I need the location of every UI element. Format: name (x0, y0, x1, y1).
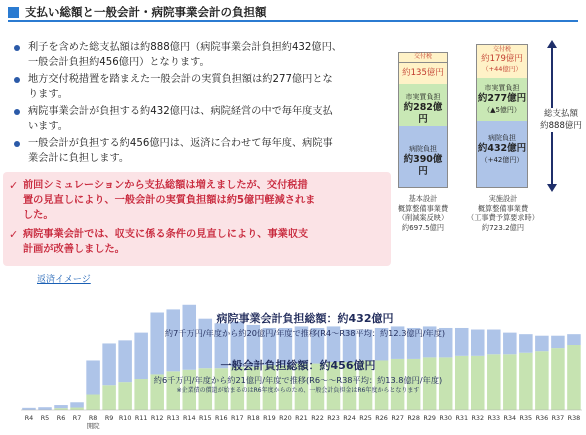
bullet-line: 利子を含めた総支払額は約888億円（病院事業会計負担約432億円、 (28, 42, 342, 53)
bullet-item (8, 40, 388, 70)
general-bar (503, 354, 517, 410)
hospital-bar (38, 407, 52, 410)
x-tick-label: R9 (104, 414, 114, 422)
checkmark-icon: ✓ (9, 179, 19, 192)
x-tick-label: R31 (455, 414, 469, 422)
x-tick-label: R15 (198, 414, 212, 422)
bullet-line: 病院事業会計が負担する約432億円は、病院経営の中で毎年度支払 (28, 106, 333, 117)
callout-line: 前回シミュレーションから支払総額は増えましたが、交付税措 (23, 180, 308, 191)
x-tick-label: R29 (423, 414, 436, 422)
bullet-list (8, 40, 388, 168)
exec-shi-segment: 市実質負担 約277億円 （▲5億円） (477, 78, 527, 121)
hospital-total-detail: 約7千万円/年度から約20億円/年度で推移(R4～R38平均：約12.3億円/年度) (164, 328, 446, 338)
hospital-annotation (120, 312, 490, 339)
general-bar (471, 356, 485, 410)
x-tick-label: R20 (279, 414, 292, 422)
x-tick-label: R11 (134, 414, 148, 422)
basic-column (398, 62, 448, 188)
x-tick-label: R26 (375, 414, 388, 422)
x-tick-label: R22 (311, 414, 324, 422)
x-tick-label: R33 (487, 414, 501, 422)
callout-line: した。 (23, 210, 54, 222)
x-tick-label: R19 (263, 414, 276, 422)
x-tick-label: R5 (40, 414, 50, 422)
basic-shi-segment: 市実質負担 約282億円 (399, 84, 447, 126)
x-tick-label: R17 (231, 414, 244, 422)
callout-item (3, 178, 391, 224)
exec-hosp-segment: 病院負担 約432億円 （+42億円） (477, 121, 527, 187)
x-tick-label: R25 (359, 414, 372, 422)
exec-kofu-segment: 交付税 約179億円 （+44億円） (477, 45, 527, 78)
x-tick-label: R24 (343, 414, 356, 422)
basic-caption: 基本設計 概算整備事業費 （削減案反映） 約697.5億円 (397, 194, 449, 232)
general-total-detail: 約6千万円/年度から約21億円/年度で推移(R6～～R38平均：約13.8億円/年度) (153, 375, 443, 385)
bullet-line: 地方交付税措置を踏まえた一般会計の実質負担額は約277億円とな (28, 74, 333, 85)
x-tick-label: R8 (88, 414, 98, 422)
arrow-down-icon (547, 184, 557, 192)
hospital-bar (102, 343, 116, 385)
bullet-item (8, 72, 388, 102)
hospital-bar (86, 360, 100, 394)
bullet-dot-icon (14, 141, 20, 147)
bullet-line: 一般会計負担約456億円）となります。 (28, 57, 210, 68)
callout-line: 病院事業会計では、収支に係る条件の見直しにより、事業収支 (23, 228, 309, 240)
general-bar (70, 408, 84, 410)
x-tick-label: R21 (295, 414, 308, 422)
general-annotation (128, 359, 468, 395)
x-tick-label: R12 (150, 414, 164, 422)
x-tick-label: R38 (567, 414, 581, 422)
x-tick-label: R7 (72, 414, 82, 422)
x-tick-label: R14 (182, 414, 196, 422)
basic-hosp-segment: 病院負担 約390億円 (399, 126, 447, 187)
bullet-line: ります。 (28, 89, 68, 100)
general-bar (86, 395, 100, 410)
callout-line: 置の見直しにより、一般会計の実質負担額は約5億円軽減されま (23, 195, 316, 207)
hospital-total-title: 病院事業会計負担総額：約432億円 (216, 312, 394, 325)
x-tick-label: R27 (391, 414, 404, 422)
hospital-bar (70, 402, 84, 407)
bullet-line: 一般会計が負担する約456億円は、返済に合わせて毎年度、病院事 (28, 138, 333, 149)
title-bar (8, 4, 578, 22)
general-bar (535, 351, 549, 410)
x-tick-label: R18 (247, 414, 260, 422)
execution-caption: 実施設計 概算整備事業費 （工事費予算要求時） 約723.2億円 (467, 194, 539, 232)
x-tick-label: R6 (56, 414, 66, 422)
x-tick-label: R32 (471, 414, 485, 422)
hospital-bar (551, 336, 565, 348)
bullet-dot-icon (14, 45, 20, 51)
general-total-note: ※企業債の償還が始まるのはR6年度からのため、一般会計負担金はR6年度からとなります (176, 387, 420, 394)
callout-item (3, 227, 391, 257)
general-bar (102, 385, 116, 410)
x-tick-label: R28 (407, 414, 420, 422)
bullet-dot-icon (14, 109, 20, 115)
page-title: 支払い総額と一般会計・病院事業会計の負担額 (25, 5, 267, 19)
x-tick-label: R36 (535, 414, 549, 422)
bullet-line: います。 (28, 121, 68, 132)
x-tick-label: R23 (327, 414, 340, 422)
hospital-bar (54, 405, 68, 408)
basic-kofu-header: 交付税 (398, 52, 448, 63)
title-square-icon (8, 7, 19, 18)
general-total-title: 一般会計負担総額：約456億円 (220, 359, 376, 372)
x-tick-label: R37 (551, 414, 565, 422)
x-tick-label: R10 (118, 414, 132, 422)
hospital-bar (503, 333, 517, 355)
x-tick-label: R30 (439, 414, 452, 422)
bullet-line: 業会計に負担します。 (28, 153, 130, 164)
x-tick-label: R4 (24, 414, 34, 422)
bullet-item (8, 104, 388, 134)
total-payment-label: 総支払額 約888億円 (537, 108, 585, 132)
checkmark-icon: ✓ (9, 227, 19, 241)
callout-box (3, 172, 391, 266)
x-tick-label: 開院 (86, 422, 100, 430)
x-tick-label: R16 (215, 414, 228, 422)
bullet-item (8, 136, 388, 166)
repayment-title: 返済イメージ (37, 275, 91, 285)
hospital-bar (22, 408, 36, 410)
callout-line: 計画が改善しました。 (23, 243, 125, 255)
x-tick-label: R34 (503, 414, 517, 422)
general-bar (519, 353, 533, 410)
hospital-bar (519, 334, 533, 353)
general-bar (487, 354, 501, 410)
x-tick-label: R13 (166, 414, 180, 422)
execution-column (476, 44, 528, 188)
basic-kofu-segment: 約135億円 (399, 63, 447, 84)
bullet-dot-icon (14, 77, 20, 83)
hospital-bar (567, 334, 581, 345)
x-tick-label: R35 (519, 414, 533, 422)
hospital-bar (535, 336, 549, 351)
general-bar (567, 345, 581, 410)
repayment-chart (0, 270, 586, 435)
general-bar (551, 348, 565, 410)
